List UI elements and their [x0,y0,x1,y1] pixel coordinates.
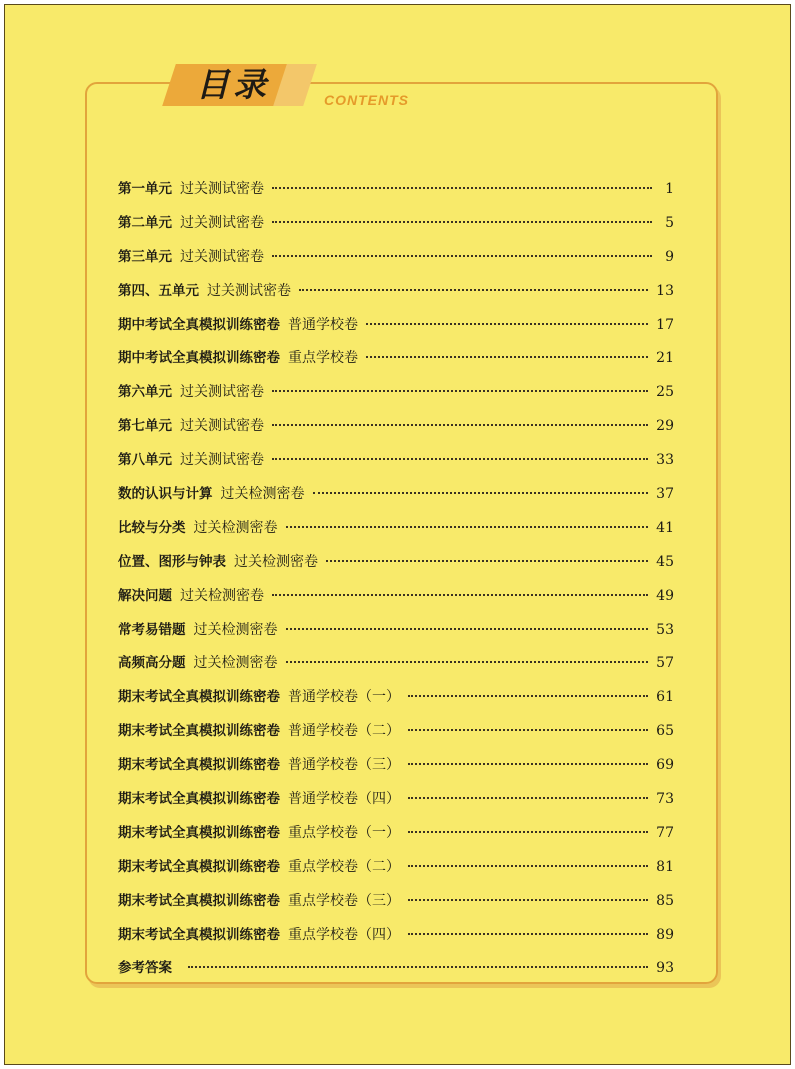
dot-leader [272,458,648,460]
toc-entry[interactable] [118,245,674,279]
toc-entry-subtitle: 过关检测密卷 [193,519,278,536]
toc-entry-subtitle: 重点学校卷（二） [288,858,400,875]
toc-entry-title: 位置、图形与钟表 [118,553,226,570]
page-title: 目录 [196,65,270,104]
toc-entry[interactable] [118,211,674,245]
dot-leader [286,628,649,630]
dot-leader [272,221,652,223]
toc-entry-title: 参考答案 [118,960,172,977]
toc-entry-page-number: 1 [665,181,674,197]
toc-entry-subtitle: 普通学校卷（一） [288,689,400,706]
toc-entry[interactable] [118,448,674,482]
toc-entry-page-number: 81 [656,858,674,875]
toc-entry-subtitle: 过关检测密卷 [220,486,305,503]
toc-entry-subtitle: 过关测试密卷 [180,418,264,435]
dot-leader [272,187,652,189]
toc-entry-subtitle: 普通学校卷 [288,316,358,333]
toc-entry-title: 第八单元 [118,452,172,469]
dot-leader [408,865,648,867]
toc-entry[interactable] [118,618,674,652]
dot-leader [272,424,648,426]
toc-entry[interactable] [118,787,674,821]
toc-entry-subtitle: 重点学校卷（一） [288,824,400,841]
toc-entry[interactable] [118,855,674,889]
toc-entry-page-number: 21 [656,350,674,367]
dot-leader [286,526,649,528]
toc-entry-page-number: 37 [656,486,674,503]
dot-leader [408,831,648,833]
toc-entry[interactable] [118,651,674,685]
toc-entry-subtitle: 重点学校卷 [288,350,358,367]
toc-entry[interactable] [118,956,674,990]
dot-leader [286,661,649,663]
dot-leader [299,289,648,291]
toc-entry-page-number: 17 [656,316,674,333]
toc-entry[interactable] [118,414,674,448]
toc-entry-title: 期末考试全真模拟训练密卷 [118,791,280,808]
dot-leader [408,695,648,697]
toc-entry[interactable] [118,482,674,516]
toc-entry-page-number: 41 [656,519,674,536]
dot-leader [366,356,648,358]
toc-entry-subtitle: 普通学校卷（三） [288,757,400,774]
toc-entry-title: 期中考试全真模拟训练密卷 [118,316,280,333]
toc-entry-page-number: 49 [656,587,674,604]
dot-leader [408,797,648,799]
toc-entry-page-number: 5 [665,214,674,231]
toc-entry-subtitle: 普通学校卷（二） [288,723,400,740]
toc-entry[interactable] [118,821,674,855]
toc-entry[interactable] [118,753,674,787]
toc-entry[interactable] [118,550,674,584]
toc-entry-title: 期末考试全真模拟训练密卷 [118,689,280,706]
toc-entry-subtitle: 过关测试密卷 [180,452,264,469]
toc-entry-title: 第七单元 [118,418,172,435]
toc-entry-page-number: 89 [656,926,674,943]
toc-entry-subtitle: 过关测试密卷 [207,282,291,299]
dot-leader [272,594,648,596]
toc-entry[interactable] [118,889,674,923]
toc-entry-page-number: 29 [656,418,674,435]
toc-entry-page-number: 13 [656,282,674,299]
toc-entry-page-number: 57 [656,655,674,672]
toc-entry[interactable] [118,177,674,211]
toc-entry-page-number: 25 [656,384,674,401]
dot-leader [326,560,648,562]
toc-entry-subtitle: 过关检测密卷 [193,621,278,638]
toc-entry-subtitle: 过关检测密卷 [193,655,278,672]
toc-entry-title: 解决问题 [118,587,172,604]
dot-leader [408,933,648,935]
dot-leader [188,966,648,968]
toc-entry-page-number: 9 [665,248,674,265]
toc-entry-title: 数的认识与计算 [118,486,213,503]
toc-entry-page-number: 93 [656,960,674,977]
toc-entry-subtitle: 过关测试密卷 [180,214,264,231]
toc-entry-title: 期末考试全真模拟训练密卷 [118,723,280,740]
toc-entry[interactable] [118,584,674,618]
toc-entry[interactable] [118,279,674,313]
toc-entry[interactable] [118,346,674,380]
toc-entry-subtitle: 过关测试密卷 [180,248,264,265]
toc-entry-subtitle: 过关测试密卷 [180,384,264,401]
toc-entry-page-number: 61 [656,689,674,706]
dot-leader [408,729,648,731]
toc-entry-page-number: 65 [656,723,674,740]
toc-entry-title: 第三单元 [118,248,172,265]
toc-entry-title: 第四、五单元 [118,282,199,299]
toc-entry-page-number: 85 [656,892,674,909]
toc-entry-title: 第二单元 [118,214,172,231]
toc-entry-title: 期末考试全真模拟训练密卷 [118,858,280,875]
toc-entry-page-number: 33 [656,452,674,469]
toc-entry[interactable] [118,923,674,957]
dot-leader [408,899,648,901]
toc-entry-title: 比较与分类 [118,519,186,536]
toc-entry-subtitle: 过关检测密卷 [234,553,318,570]
toc-entry-title: 第一单元 [118,181,172,197]
toc-entry-page-number: 73 [656,791,674,808]
page-subtitle: CONTENTS [324,92,409,108]
toc-entry[interactable] [118,719,674,753]
toc-entry-subtitle: 重点学校卷（四） [288,926,400,943]
toc-entry-subtitle: 重点学校卷（三） [288,892,400,909]
toc-entry-title: 期末考试全真模拟训练密卷 [118,824,280,841]
toc-entry-page-number: 77 [656,824,674,841]
toc-entry[interactable] [118,313,674,347]
toc-entry-title: 期末考试全真模拟训练密卷 [118,757,280,774]
toc-entry[interactable] [118,380,674,414]
toc-entry-page-number: 53 [656,621,674,638]
toc-entry-page-number: 69 [656,757,674,774]
toc-entry-subtitle: 普通学校卷（四） [288,791,400,808]
toc-entry-title: 常考易错题 [118,621,186,638]
toc-entry-subtitle: 过关检测密卷 [180,587,264,604]
toc-entry-title: 高频高分题 [118,655,186,672]
table-of-contents [118,177,674,990]
dot-leader [408,763,648,765]
toc-entry-page-number: 45 [656,553,674,570]
toc-entry-subtitle: 过关测试密卷 [180,181,264,197]
toc-entry[interactable] [118,516,674,550]
toc-entry-title: 期末考试全真模拟训练密卷 [118,892,280,909]
dot-leader [272,390,648,392]
toc-entry-title: 期中考试全真模拟训练密卷 [118,350,280,367]
toc-entry-title: 期末考试全真模拟训练密卷 [118,926,280,943]
dot-leader [313,492,649,494]
dot-leader [272,255,652,257]
toc-entry[interactable] [118,685,674,719]
dot-leader [366,323,648,325]
toc-entry-title: 第六单元 [118,384,172,401]
